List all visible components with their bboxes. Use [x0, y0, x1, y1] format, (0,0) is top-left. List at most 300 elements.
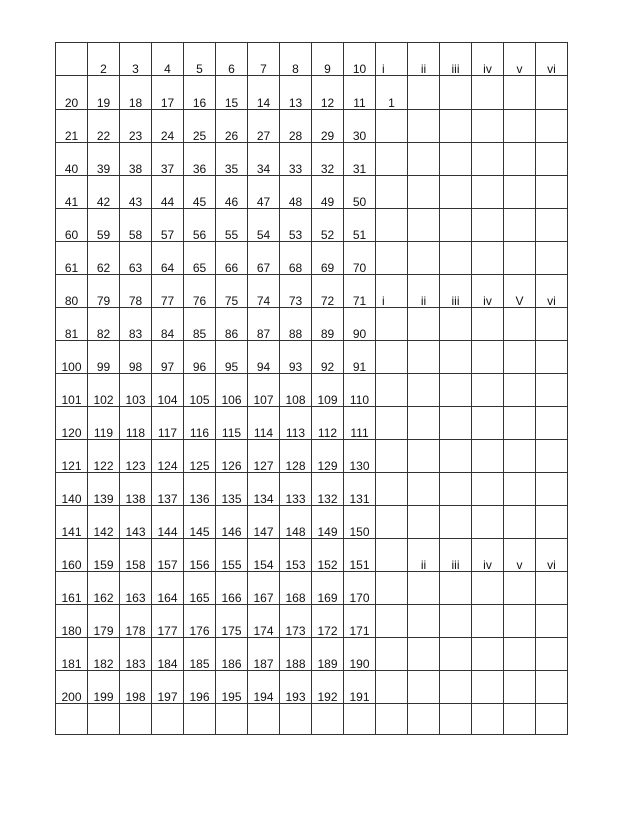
cell-text: 145 — [189, 525, 210, 539]
table-cell — [152, 43, 184, 76]
cell-text — [536, 209, 567, 229]
cell-text: 176 — [189, 624, 210, 638]
table-cell — [184, 638, 216, 671]
cell-text: 147 — [253, 525, 274, 539]
table-cell — [184, 572, 216, 605]
cell-text — [376, 143, 408, 163]
cell-text: 61 — [64, 261, 79, 275]
table-cell — [408, 440, 440, 473]
cell-text: 78 — [128, 294, 143, 308]
cell-text: 7 — [260, 62, 267, 76]
cell-text: 29 — [320, 129, 335, 143]
cell-text: 79 — [96, 294, 111, 308]
cell-text — [440, 506, 471, 526]
table-cell — [312, 473, 344, 506]
cell-text: 57 — [160, 228, 175, 242]
cell-text: 96 — [192, 360, 207, 374]
table-cell — [408, 110, 440, 143]
table-row — [56, 308, 568, 341]
cell-text: 197 — [157, 690, 178, 704]
cell-text — [376, 176, 408, 196]
cell-text — [408, 110, 439, 130]
table-cell — [56, 506, 88, 539]
table-cell — [152, 572, 184, 605]
table-cell — [376, 539, 408, 572]
cell-text: vi — [547, 294, 556, 308]
cell-text: 159 — [93, 558, 114, 572]
table-cell — [152, 176, 184, 209]
table-cell — [504, 572, 536, 605]
cell-text: 181 — [61, 657, 82, 671]
cell-text: 27 — [256, 129, 271, 143]
table-cell — [184, 440, 216, 473]
cell-text: 3 — [132, 62, 139, 76]
table-cell — [440, 143, 472, 176]
table-cell — [248, 242, 280, 275]
cell-text: 51 — [352, 228, 367, 242]
table-cell — [88, 605, 120, 638]
table-cell — [536, 76, 568, 110]
cell-text — [536, 407, 567, 427]
table-cell — [184, 671, 216, 704]
table-cell — [120, 209, 152, 242]
cell-text — [440, 572, 471, 592]
table-cell — [184, 605, 216, 638]
cell-text — [536, 308, 567, 328]
cell-text: 105 — [189, 393, 210, 407]
cell-text: 109 — [317, 393, 338, 407]
cell-text: 65 — [192, 261, 207, 275]
cell-text: 77 — [160, 294, 175, 308]
table-cell — [56, 341, 88, 374]
table-cell — [472, 374, 504, 407]
cell-text: 107 — [253, 393, 274, 407]
cell-text — [472, 242, 503, 262]
cell-text: 94 — [256, 360, 271, 374]
table-cell — [120, 506, 152, 539]
cell-text: 21 — [64, 129, 79, 143]
table-cell — [152, 242, 184, 275]
table-cell — [88, 308, 120, 341]
table-cell — [216, 605, 248, 638]
table-cell — [408, 605, 440, 638]
table-cell — [440, 473, 472, 506]
table-cell — [184, 473, 216, 506]
cell-text: 26 — [224, 129, 239, 143]
cell-text: 23 — [128, 129, 143, 143]
table-cell — [120, 143, 152, 176]
cell-text: 74 — [256, 294, 271, 308]
table-cell — [344, 704, 376, 735]
table-cell — [120, 76, 152, 110]
table-cell — [504, 374, 536, 407]
table-cell — [408, 209, 440, 242]
table-row — [56, 407, 568, 440]
table-cell — [344, 539, 376, 572]
cell-text — [472, 638, 503, 658]
table-cell — [472, 110, 504, 143]
cell-text — [536, 176, 567, 196]
table-cell — [376, 242, 408, 275]
cell-text — [504, 407, 535, 427]
cell-text: 11 — [353, 96, 366, 110]
cell-text: 43 — [128, 195, 143, 209]
table-cell — [152, 209, 184, 242]
cell-text: 53 — [288, 228, 303, 242]
table-cell — [536, 572, 568, 605]
cell-text: 93 — [288, 360, 303, 374]
table-cell — [216, 671, 248, 704]
cell-text: 88 — [288, 327, 303, 341]
table-cell — [536, 671, 568, 704]
table-cell — [536, 638, 568, 671]
table-cell — [56, 473, 88, 506]
table-cell — [408, 275, 440, 308]
table-cell — [312, 605, 344, 638]
table-row — [56, 110, 568, 143]
cell-text: 141 — [61, 525, 82, 539]
cell-text — [472, 374, 503, 394]
table-cell — [344, 506, 376, 539]
table-cell — [152, 374, 184, 407]
cell-text — [152, 704, 183, 724]
table-cell — [376, 43, 408, 76]
cell-text: 75 — [224, 294, 239, 308]
cell-text — [376, 242, 408, 262]
table-cell — [472, 671, 504, 704]
table-cell — [440, 572, 472, 605]
cell-text: 175 — [221, 624, 242, 638]
cell-text — [472, 209, 503, 229]
cell-text: 17 — [160, 96, 175, 110]
table-cell — [88, 209, 120, 242]
cell-text — [88, 704, 119, 724]
table-row — [56, 341, 568, 374]
table-cell — [184, 374, 216, 407]
table-cell — [248, 572, 280, 605]
cell-text: 196 — [189, 690, 210, 704]
cell-text: 165 — [189, 591, 210, 605]
cell-text — [440, 110, 471, 130]
table-cell — [376, 308, 408, 341]
table-cell — [440, 671, 472, 704]
cell-text: 113 — [285, 426, 306, 440]
table-cell — [344, 110, 376, 143]
cell-text — [440, 341, 471, 361]
table-row — [56, 506, 568, 539]
cell-text — [536, 374, 567, 394]
cell-text: ii — [420, 62, 427, 76]
cell-text — [408, 308, 439, 328]
cell-text — [408, 440, 439, 460]
cell-text — [376, 440, 408, 460]
cell-text: 5 — [196, 62, 203, 76]
cell-text — [504, 671, 535, 691]
table-cell — [504, 242, 536, 275]
cell-text: 56 — [192, 228, 207, 242]
cell-text — [408, 341, 439, 361]
table-cell — [280, 374, 312, 407]
cell-text: 126 — [221, 459, 242, 473]
table-row — [56, 605, 568, 638]
table-cell — [248, 374, 280, 407]
cell-text — [472, 704, 503, 724]
table-cell — [376, 275, 408, 308]
cell-text: 104 — [157, 393, 178, 407]
table-cell — [152, 308, 184, 341]
table-cell — [344, 275, 376, 308]
cell-text: 190 — [349, 657, 370, 671]
table-cell — [120, 407, 152, 440]
cell-text: 184 — [157, 657, 178, 671]
table-cell — [376, 110, 408, 143]
table-cell — [120, 440, 152, 473]
cell-text — [376, 209, 408, 229]
cell-text: 174 — [253, 624, 274, 638]
table-cell — [280, 308, 312, 341]
cell-text: 42 — [96, 195, 111, 209]
cell-text: 72 — [320, 294, 335, 308]
table-cell — [248, 110, 280, 143]
cell-text: 153 — [285, 558, 306, 572]
cell-text: 103 — [125, 393, 146, 407]
table-cell — [120, 176, 152, 209]
table-cell — [88, 176, 120, 209]
table-cell — [280, 275, 312, 308]
table-cell — [56, 374, 88, 407]
cell-text — [376, 341, 408, 361]
table-cell — [408, 506, 440, 539]
cell-text — [248, 704, 279, 724]
table-cell — [184, 143, 216, 176]
cell-text: 182 — [93, 657, 114, 671]
cell-text — [472, 407, 503, 427]
cell-text: 14 — [256, 96, 271, 110]
cell-text: 189 — [317, 657, 338, 671]
cell-text — [504, 704, 535, 724]
cell-text: 143 — [125, 525, 146, 539]
table-cell — [536, 473, 568, 506]
table-cell — [216, 43, 248, 76]
cell-text: 124 — [157, 459, 178, 473]
table-cell — [344, 671, 376, 704]
cell-text: iv — [483, 558, 492, 572]
table-cell — [280, 572, 312, 605]
table-cell — [344, 374, 376, 407]
cell-text: 54 — [256, 228, 271, 242]
table-cell — [248, 605, 280, 638]
cell-text: 30 — [352, 129, 367, 143]
table-cell — [56, 76, 88, 110]
cell-text: 172 — [317, 624, 338, 638]
cell-text: 28 — [288, 129, 303, 143]
cell-text — [440, 242, 471, 262]
cell-text — [504, 374, 535, 394]
cell-text: 194 — [253, 690, 274, 704]
cell-text — [504, 308, 535, 328]
table-cell — [408, 704, 440, 735]
table-cell — [248, 704, 280, 735]
table-cell — [504, 143, 536, 176]
table-cell — [120, 605, 152, 638]
table-cell — [56, 671, 88, 704]
cell-text — [376, 638, 408, 658]
table-cell — [56, 110, 88, 143]
table-cell — [504, 539, 536, 572]
table-cell — [248, 440, 280, 473]
cell-text — [120, 704, 151, 724]
cell-text: 156 — [189, 558, 210, 572]
cell-text — [376, 473, 408, 493]
cell-text: 32 — [320, 162, 335, 176]
cell-text: 199 — [93, 690, 114, 704]
cell-text: 173 — [285, 624, 306, 638]
cell-text — [472, 176, 503, 196]
table-row — [56, 76, 568, 110]
cell-text: 62 — [96, 261, 111, 275]
cell-text: v — [516, 558, 523, 572]
table-cell — [440, 407, 472, 440]
table-cell — [344, 209, 376, 242]
table-cell — [536, 143, 568, 176]
cell-text — [472, 572, 503, 592]
table-cell — [312, 704, 344, 735]
cell-text — [440, 605, 471, 625]
cell-text: ii — [420, 558, 427, 572]
table-cell — [408, 76, 440, 110]
table-cell — [504, 605, 536, 638]
cell-text — [376, 308, 408, 328]
cell-text: 10 — [352, 62, 367, 76]
table-cell — [408, 671, 440, 704]
table-cell — [88, 440, 120, 473]
table-cell — [120, 308, 152, 341]
table-cell — [536, 308, 568, 341]
cell-text: 160 — [61, 558, 82, 572]
cell-text: 114 — [253, 426, 274, 440]
cell-text — [536, 440, 567, 460]
table-cell — [248, 308, 280, 341]
table-cell — [56, 704, 88, 735]
table-cell — [408, 43, 440, 76]
table-row — [56, 572, 568, 605]
table-cell — [152, 506, 184, 539]
cell-text: 4 — [164, 62, 171, 76]
table-cell — [280, 440, 312, 473]
cell-text: 123 — [125, 459, 146, 473]
table-cell — [248, 76, 280, 110]
table-cell — [56, 176, 88, 209]
table-cell — [472, 539, 504, 572]
table-cell — [184, 275, 216, 308]
table-cell — [56, 275, 88, 308]
table-cell — [216, 572, 248, 605]
table-row — [56, 473, 568, 506]
table-cell — [88, 242, 120, 275]
cell-text: 163 — [125, 591, 146, 605]
cell-text — [504, 473, 535, 493]
table-cell — [472, 605, 504, 638]
table-cell — [504, 209, 536, 242]
cell-text: 41 — [64, 195, 79, 209]
table-cell — [344, 341, 376, 374]
cell-text: 152 — [317, 558, 338, 572]
table-cell — [88, 704, 120, 735]
table-cell — [280, 506, 312, 539]
cell-text: 20 — [64, 96, 79, 110]
cell-text: 127 — [253, 459, 274, 473]
cell-text — [408, 506, 439, 526]
cell-text — [536, 638, 567, 658]
table-cell — [504, 275, 536, 308]
cell-text: 112 — [317, 426, 338, 440]
table-cell — [88, 671, 120, 704]
cell-text — [504, 440, 535, 460]
cell-text — [504, 76, 535, 97]
table-cell — [152, 407, 184, 440]
cell-text — [504, 341, 535, 361]
table-cell — [504, 440, 536, 473]
table-cell — [536, 374, 568, 407]
cell-text — [376, 374, 408, 394]
cell-text: 39 — [96, 162, 111, 176]
table-cell — [280, 473, 312, 506]
table-cell — [376, 473, 408, 506]
cell-text: 130 — [349, 459, 370, 473]
cell-text: 177 — [157, 624, 178, 638]
cell-text: 198 — [125, 690, 146, 704]
cell-text: 95 — [224, 360, 239, 374]
table-cell — [88, 572, 120, 605]
table-cell — [248, 539, 280, 572]
table-cell — [376, 572, 408, 605]
cell-text — [472, 308, 503, 328]
table-cell — [504, 110, 536, 143]
cell-text: 108 — [285, 393, 306, 407]
cell-text: 87 — [256, 327, 271, 341]
table-cell — [248, 176, 280, 209]
table-cell — [216, 341, 248, 374]
cell-text — [408, 242, 439, 262]
cell-text: 150 — [349, 525, 370, 539]
table-cell — [280, 242, 312, 275]
table-cell — [152, 440, 184, 473]
cell-text — [504, 506, 535, 526]
cell-text: 1 — [388, 96, 395, 110]
cell-text: 98 — [128, 360, 143, 374]
table-cell — [120, 374, 152, 407]
cell-text: 138 — [125, 492, 146, 506]
cell-text: 63 — [128, 261, 143, 275]
cell-text — [344, 704, 375, 724]
table-row — [56, 704, 568, 735]
table-cell — [120, 341, 152, 374]
cell-text: 134 — [253, 492, 274, 506]
table-cell — [248, 671, 280, 704]
table-cell — [408, 638, 440, 671]
cell-text: i — [382, 62, 385, 76]
table-cell — [184, 76, 216, 110]
cell-text: iii — [451, 294, 460, 308]
cell-text: 31 — [352, 162, 367, 176]
table-cell — [376, 341, 408, 374]
table-cell — [504, 43, 536, 76]
table-cell — [152, 638, 184, 671]
cell-text: 200 — [61, 690, 82, 704]
cell-text: 73 — [288, 294, 303, 308]
table-cell — [280, 605, 312, 638]
table-cell — [184, 341, 216, 374]
